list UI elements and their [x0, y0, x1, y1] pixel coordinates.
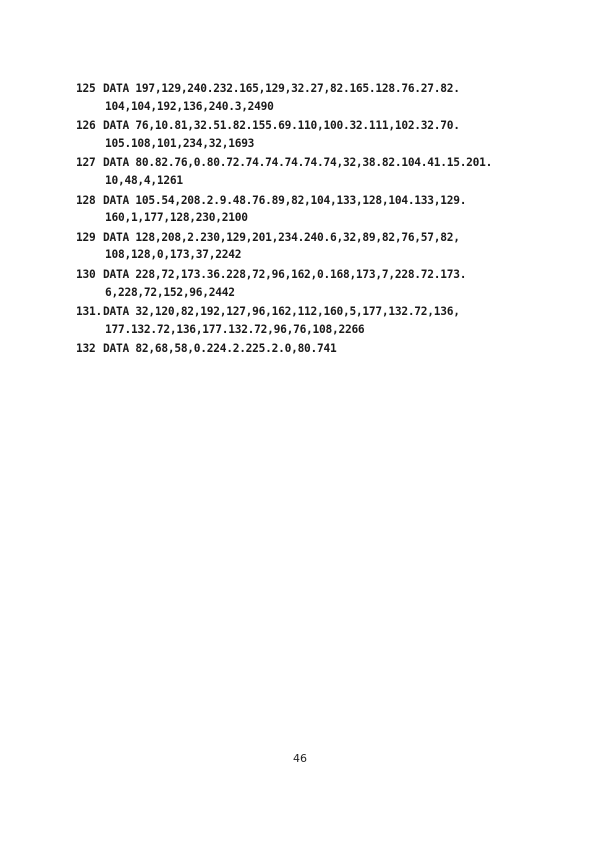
data-statement-text: 160,1,177,128,230,2100 — [105, 211, 248, 225]
data-line — [76, 340, 576, 358]
listing-entry — [76, 266, 576, 301]
data-line-continuation — [76, 284, 576, 302]
listing-entry — [76, 192, 576, 227]
data-line-continuation — [76, 172, 576, 190]
listing-entry — [76, 80, 576, 115]
data-statement-text: DATA 197,129,240.232.165,129,32.27,82.165.128.76.27.82. — [103, 82, 460, 95]
data-statement-text: DATA 128,208,2.230,129,201,234.240.6,32,89,82,76,57,82, — [103, 230, 460, 244]
listing-entry — [76, 340, 576, 358]
line-number: 128 — [76, 193, 96, 207]
data-line — [76, 266, 576, 284]
line-number: 130 — [76, 267, 96, 281]
data-line-continuation — [76, 135, 576, 153]
data-line-continuation — [76, 321, 576, 339]
data-statement-text: 108,128,0,173,37,2242 — [105, 248, 242, 262]
line-number: 127 — [76, 156, 96, 170]
data-statement-text: DATA 80.82.76,0.80.72.74.74.74.74.74,32,38.82.104.41.15.201. — [103, 156, 493, 170]
data-line-continuation — [76, 209, 576, 227]
data-statement-text: 105.108,101,234,32,1693 — [105, 136, 255, 150]
data-statement-text: 177.132.72,136,177.132.72,96,76,108,2266 — [105, 322, 365, 336]
data-statement-text: DATA 76,10.81,32.51.82.155.69.110,100.32.111,102.32.70. — [103, 119, 460, 133]
data-line — [76, 80, 576, 98]
data-statement-text: DATA 105.54,208.2.9.48.76.89,82,104,133,128,104.133,129. — [103, 193, 467, 207]
line-number: 131. — [76, 305, 102, 319]
line-number: 129 — [76, 230, 96, 244]
data-statement-text: DATA 228,72,173.36.228,72,96,162,0.168,173,7,228.72.173. — [103, 267, 467, 281]
data-line — [76, 229, 576, 247]
listing-entry — [76, 303, 576, 338]
line-number: 125 — [76, 82, 96, 95]
data-statement-text: 104,104,192,136,240.3,2490 — [105, 99, 274, 113]
basic-listing — [76, 80, 576, 360]
data-statement-text: 10,48,4,1261 — [105, 173, 183, 187]
line-number: 132 — [76, 342, 96, 356]
listing-entry — [76, 154, 576, 189]
page-number: 46 — [293, 752, 307, 765]
data-line-continuation — [76, 98, 576, 116]
listing-entry — [76, 117, 576, 152]
data-statement-text: 6,228,72,152,96,2442 — [105, 285, 235, 299]
listing-entry — [76, 229, 576, 264]
line-number: 126 — [76, 119, 96, 133]
data-line-continuation — [76, 246, 576, 264]
data-line — [76, 117, 576, 135]
data-line — [76, 154, 576, 172]
data-line — [76, 303, 576, 321]
data-line — [76, 192, 576, 210]
data-statement-text: DATA 32,120,82,192,127,96,162,112,160,5,177,132.72,136, — [103, 305, 460, 319]
data-statement-text: DATA 82,68,58,0.224.2.225.2.0,80.741 — [103, 342, 337, 356]
